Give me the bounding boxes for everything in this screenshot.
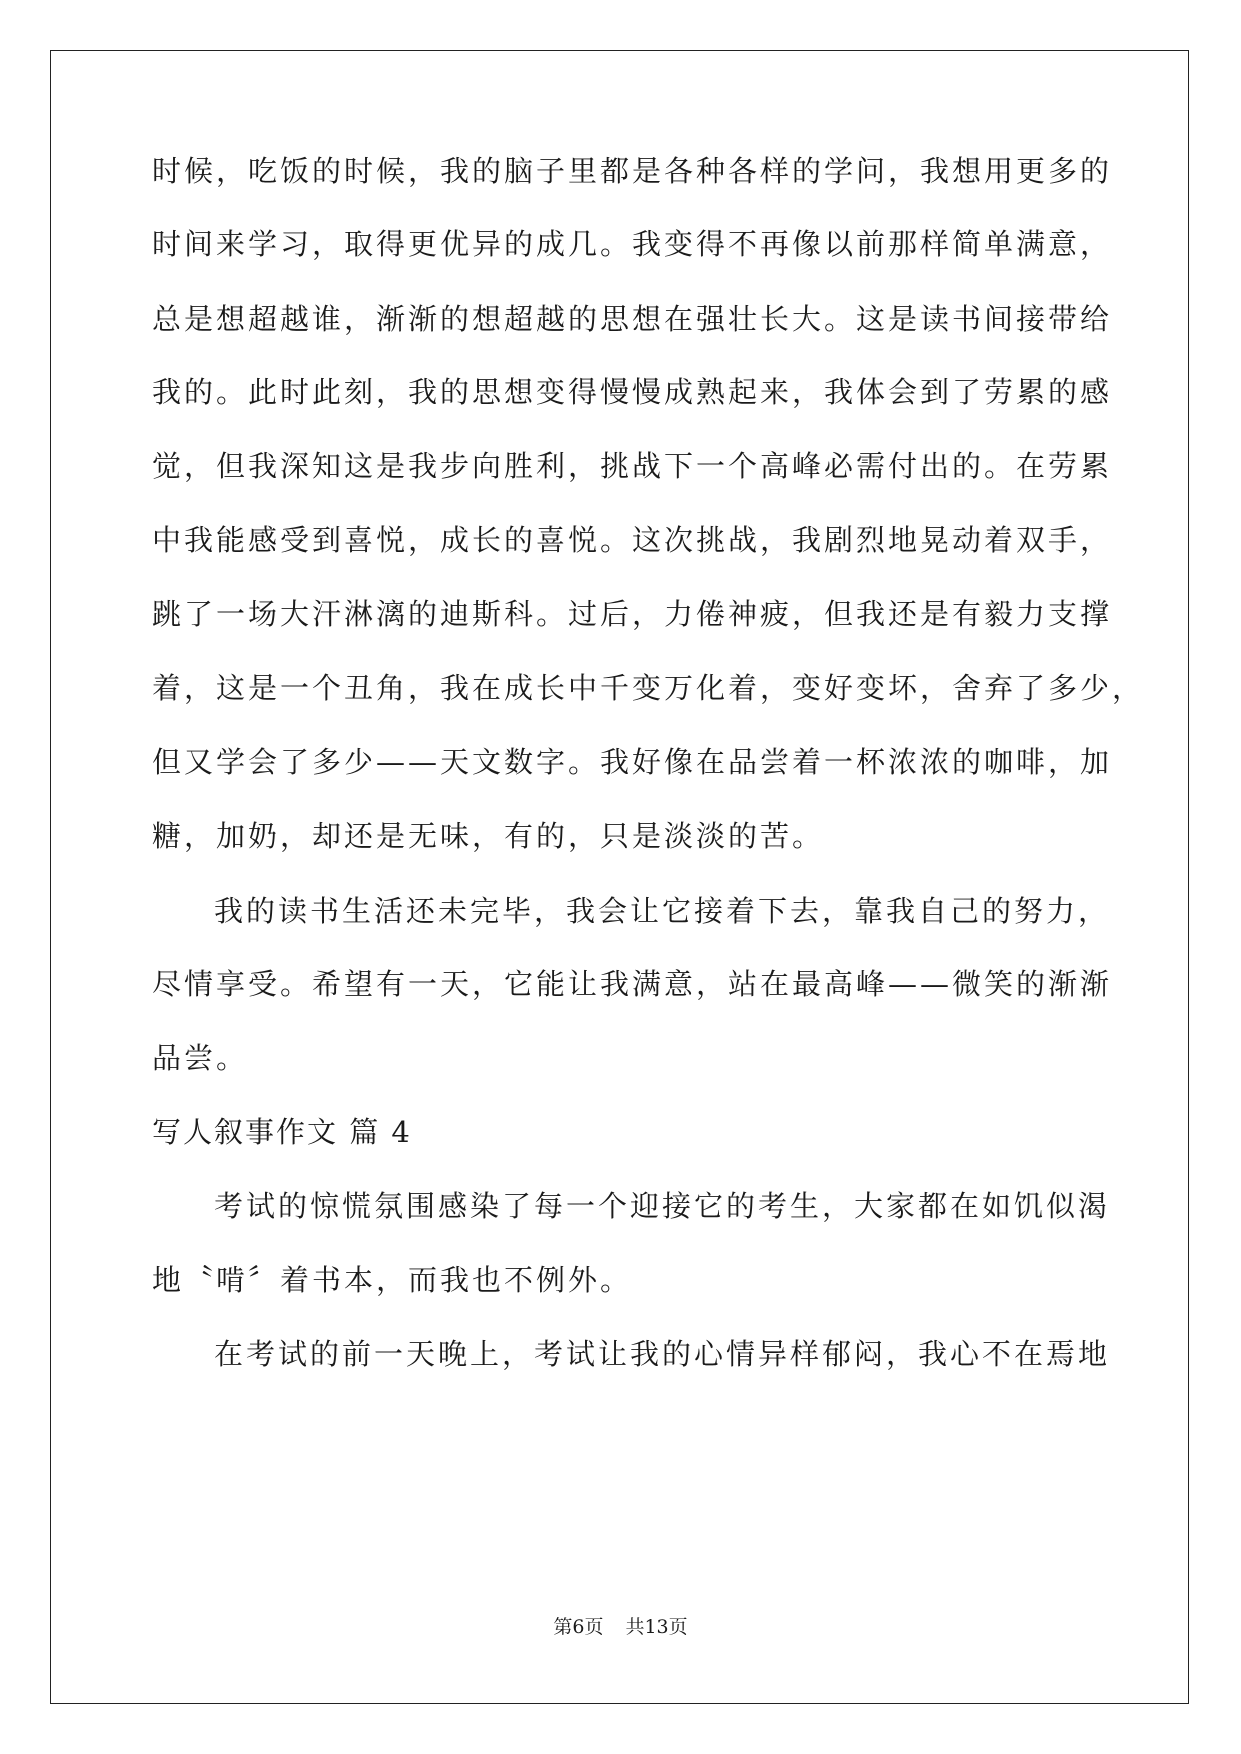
text-line: 中我能感受到喜悦，成长的喜悦。这次挑战，我剧烈地晃动着双手， bbox=[152, 523, 1113, 557]
page-border bbox=[50, 50, 1189, 1704]
text-line: 跳了一场大汗淋漓的迪斯科。过后，力倦神疲，但我还是有毅力支撑 bbox=[152, 597, 1113, 631]
text-line: 着，这是一个丑角，我在成长中千变万化着，变好变坏，舍弃了多少， bbox=[152, 671, 1145, 705]
section-heading: 写人叙事作文 篇 4 bbox=[152, 1115, 412, 1149]
page-footer bbox=[0, 1618, 1241, 1637]
paragraph-first-line: 我的读书生活还未完毕，我会让它接着下去，靠我自己的努力， bbox=[214, 894, 1111, 928]
text-line: 品尝。 bbox=[152, 1041, 249, 1075]
text-line: 尽情享受。希望有一天，它能让我满意，站在最高峰——微笑的渐渐 bbox=[152, 967, 1113, 1001]
text-line: 我的。此时此刻，我的思想变得慢慢成熟起来，我体会到了劳累的感 bbox=[152, 375, 1113, 409]
text-line: 时间来学习，取得更优异的成几。我变得不再像以前那样简单满意， bbox=[152, 227, 1113, 261]
paragraph-first-line: 考试的惊慌氛围感染了每一个迎接它的考生，大家都在如饥似渴 bbox=[214, 1189, 1111, 1223]
text-line: 但又学会了多少——天文数字。我好像在品尝着一杯浓浓的咖啡，加 bbox=[152, 745, 1113, 779]
text-line: 地〝啃〞着书本，而我也不例外。 bbox=[152, 1263, 633, 1297]
text-line: 糖，加奶，却还是无味，有的，只是淡淡的苦。 bbox=[152, 819, 825, 853]
total-pages: 共13页 bbox=[625, 1616, 688, 1638]
paragraph-first-line: 在考试的前一天晚上，考试让我的心情异样郁闷，我心不在焉地 bbox=[214, 1337, 1111, 1371]
text-line: 总是想超越谁，渐渐的想超越的思想在强壮长大。这是读书间接带给 bbox=[152, 302, 1113, 336]
text-line: 时候，吃饭的时候，我的脑子里都是各种各样的学问，我想用更多的 bbox=[152, 154, 1113, 188]
page-number: 第6页 bbox=[553, 1616, 604, 1638]
text-line: 觉，但我深知这是我步向胜利，挑战下一个高峰必需付出的。在劳累 bbox=[152, 449, 1113, 483]
